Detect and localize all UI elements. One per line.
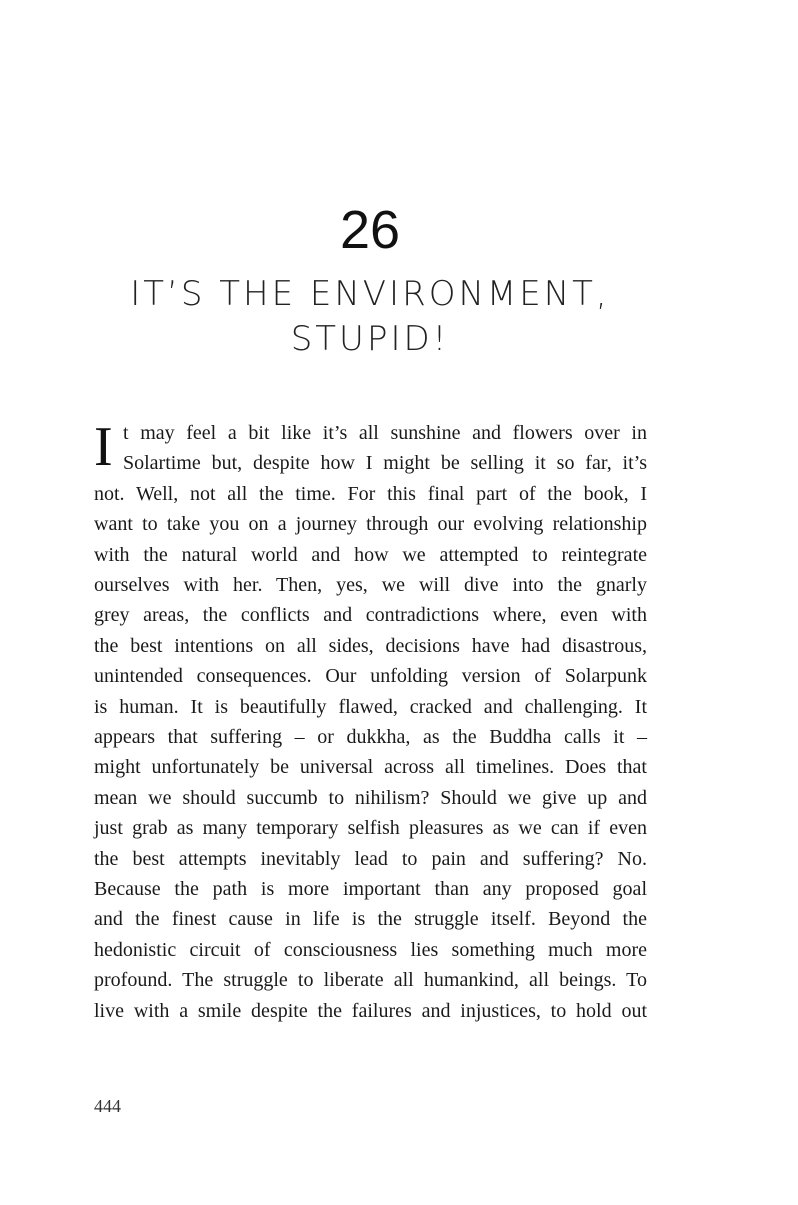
page-number: 444 [94,1096,121,1116]
text-line: Solartime but, despite how I might be selling it so far, it’s [123,452,647,475]
text-line: grey areas, the conflicts and contradictions where, even with [94,604,647,627]
chapter-title [94,272,646,362]
text-line: hedonistic circuit of consciousness lies something much more [94,938,647,961]
chapter-title-line-1: IT’S THE ENVIRONMENT, [130,274,610,314]
text-line: not. Well, not all the time. For this final part of the book, I [94,482,647,505]
chapter-body-text [94,418,647,1026]
text-line: t may feel a bit like it’s all sunshine and flowers over in [123,422,647,444]
chapter-title-line-2: STUPID! [290,319,450,359]
text-line: want to take you on a journey through our evolving relationship [94,513,647,536]
text-line: the best attempts inevitably lead to pain and suffering? No. [94,847,647,870]
text-line: the best intentions on all sides, decisions have had disastrous, [94,634,647,657]
dropcap-paragraph-start [94,418,647,479]
text-line: is human. It is beautifully flawed, cracked and challenging. It [94,695,647,718]
text-line: with the natural world and how we attempted to reintegrate [94,543,647,566]
text-line: and the finest cause in life is the struggle itself. Beyond the [94,908,647,931]
text-line: just grab as many temporary selfish pleasures as we can if even [94,817,647,840]
text-line: might unfortunately be universal across all timelines. Does that [94,756,647,779]
text-line: appears that suffering – or dukkha, as the Buddha calls it – [94,726,647,749]
chapter-number: 26 [339,200,401,260]
text-line: profound. The struggle to liberate all humankind, all beings. To [94,969,647,992]
text-line: live with a smile despite the failures and injustices, to hold out [94,999,647,1022]
text-line: ourselves with her. Then, yes, we will dive into the gnarly [94,574,647,597]
drop-cap: I [94,416,113,478]
text-line: Because the path is more important than any proposed goal [94,878,647,901]
text-line: unintended consequences. Our unfolding version of Solarpunk [94,665,647,688]
dropcap-indented-lines [123,418,647,479]
text-line: mean we should succumb to nihilism? Should we give up and [94,786,647,809]
